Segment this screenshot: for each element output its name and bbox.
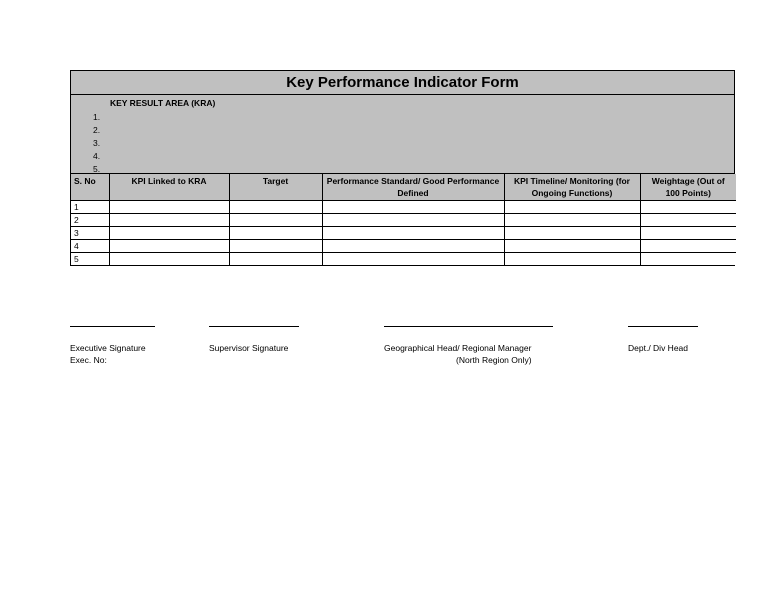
col-header-kpi: KPI Linked to KRA bbox=[109, 174, 229, 201]
cell-weightage[interactable] bbox=[640, 227, 736, 240]
kpi-table bbox=[71, 174, 736, 265]
kra-section bbox=[71, 95, 734, 174]
cell-weightage[interactable] bbox=[640, 240, 736, 253]
cell-target[interactable] bbox=[229, 240, 322, 253]
supervisor-signature-block bbox=[209, 326, 299, 353]
cell-performance-standard[interactable] bbox=[322, 201, 504, 214]
cell-kpi[interactable] bbox=[109, 253, 229, 266]
supervisor-signature-line[interactable] bbox=[209, 326, 299, 327]
cell-target[interactable] bbox=[229, 253, 322, 266]
cell-kpi[interactable] bbox=[109, 201, 229, 214]
geo-head-signature-line[interactable] bbox=[384, 326, 553, 327]
cell-kpi[interactable] bbox=[109, 214, 229, 227]
table-row bbox=[71, 240, 736, 253]
form-title: Key Performance Indicator Form bbox=[71, 71, 734, 95]
cell-performance-standard[interactable] bbox=[322, 240, 504, 253]
col-header-performance-standard: Performance Standard/ Good Performance Defined bbox=[322, 174, 504, 201]
dept-head-signature-line[interactable] bbox=[628, 326, 698, 327]
cell-kpi-timeline[interactable] bbox=[504, 240, 640, 253]
geo-head-signature-label: Geographical Head/ Regional Manager bbox=[384, 343, 532, 353]
cell-target[interactable] bbox=[229, 201, 322, 214]
geo-head-region-note: (North Region Only) bbox=[456, 355, 532, 365]
cell-performance-standard[interactable] bbox=[322, 214, 504, 227]
row-number: 4 bbox=[71, 240, 109, 253]
cell-performance-standard[interactable] bbox=[322, 227, 504, 240]
col-header-weightage: Weightage (Out of 100 Points) bbox=[640, 174, 736, 201]
col-header-kpi-timeline: KPI Timeline/ Monitoring (for Ongoing Functions) bbox=[504, 174, 640, 201]
cell-weightage[interactable] bbox=[640, 253, 736, 266]
cell-weightage[interactable] bbox=[640, 214, 736, 227]
executive-signature-line[interactable] bbox=[70, 326, 155, 327]
cell-kpi[interactable] bbox=[109, 240, 229, 253]
cell-kpi-timeline[interactable] bbox=[504, 201, 640, 214]
exec-no-label: Exec. No: bbox=[70, 355, 107, 365]
kpi-form bbox=[70, 70, 735, 266]
cell-target[interactable] bbox=[229, 227, 322, 240]
kra-item[interactable]: 4. bbox=[93, 151, 101, 161]
kra-list bbox=[93, 111, 100, 176]
col-header-target: Target bbox=[229, 174, 322, 201]
row-number: 2 bbox=[71, 214, 109, 227]
geo-head-signature-block bbox=[384, 326, 553, 365]
table-row bbox=[71, 227, 736, 240]
col-header-sno: S. No bbox=[71, 174, 109, 201]
cell-weightage[interactable] bbox=[640, 201, 736, 214]
kra-item[interactable]: 1. bbox=[93, 112, 101, 122]
executive-signature-block bbox=[70, 326, 155, 365]
kra-item[interactable]: 5. bbox=[93, 164, 101, 174]
table-row bbox=[71, 253, 736, 266]
row-number: 5 bbox=[71, 253, 109, 266]
cell-kpi-timeline[interactable] bbox=[504, 253, 640, 266]
kra-item[interactable]: 2. bbox=[93, 125, 101, 135]
kra-item[interactable]: 3. bbox=[93, 138, 101, 148]
supervisor-signature-label: Supervisor Signature bbox=[209, 343, 289, 353]
table-row bbox=[71, 201, 736, 214]
dept-head-signature-block bbox=[628, 326, 698, 353]
row-number: 1 bbox=[71, 201, 109, 214]
table-row bbox=[71, 214, 736, 227]
cell-performance-standard[interactable] bbox=[322, 253, 504, 266]
cell-kpi-timeline[interactable] bbox=[504, 227, 640, 240]
cell-kpi-timeline[interactable] bbox=[504, 214, 640, 227]
cell-target[interactable] bbox=[229, 214, 322, 227]
cell-kpi[interactable] bbox=[109, 227, 229, 240]
row-number: 3 bbox=[71, 227, 109, 240]
table-header-row bbox=[71, 174, 736, 201]
kra-heading: KEY RESULT AREA (KRA) bbox=[110, 98, 216, 108]
executive-signature-label: Executive Signature bbox=[70, 343, 146, 353]
dept-head-signature-label: Dept./ Div Head bbox=[628, 343, 688, 353]
